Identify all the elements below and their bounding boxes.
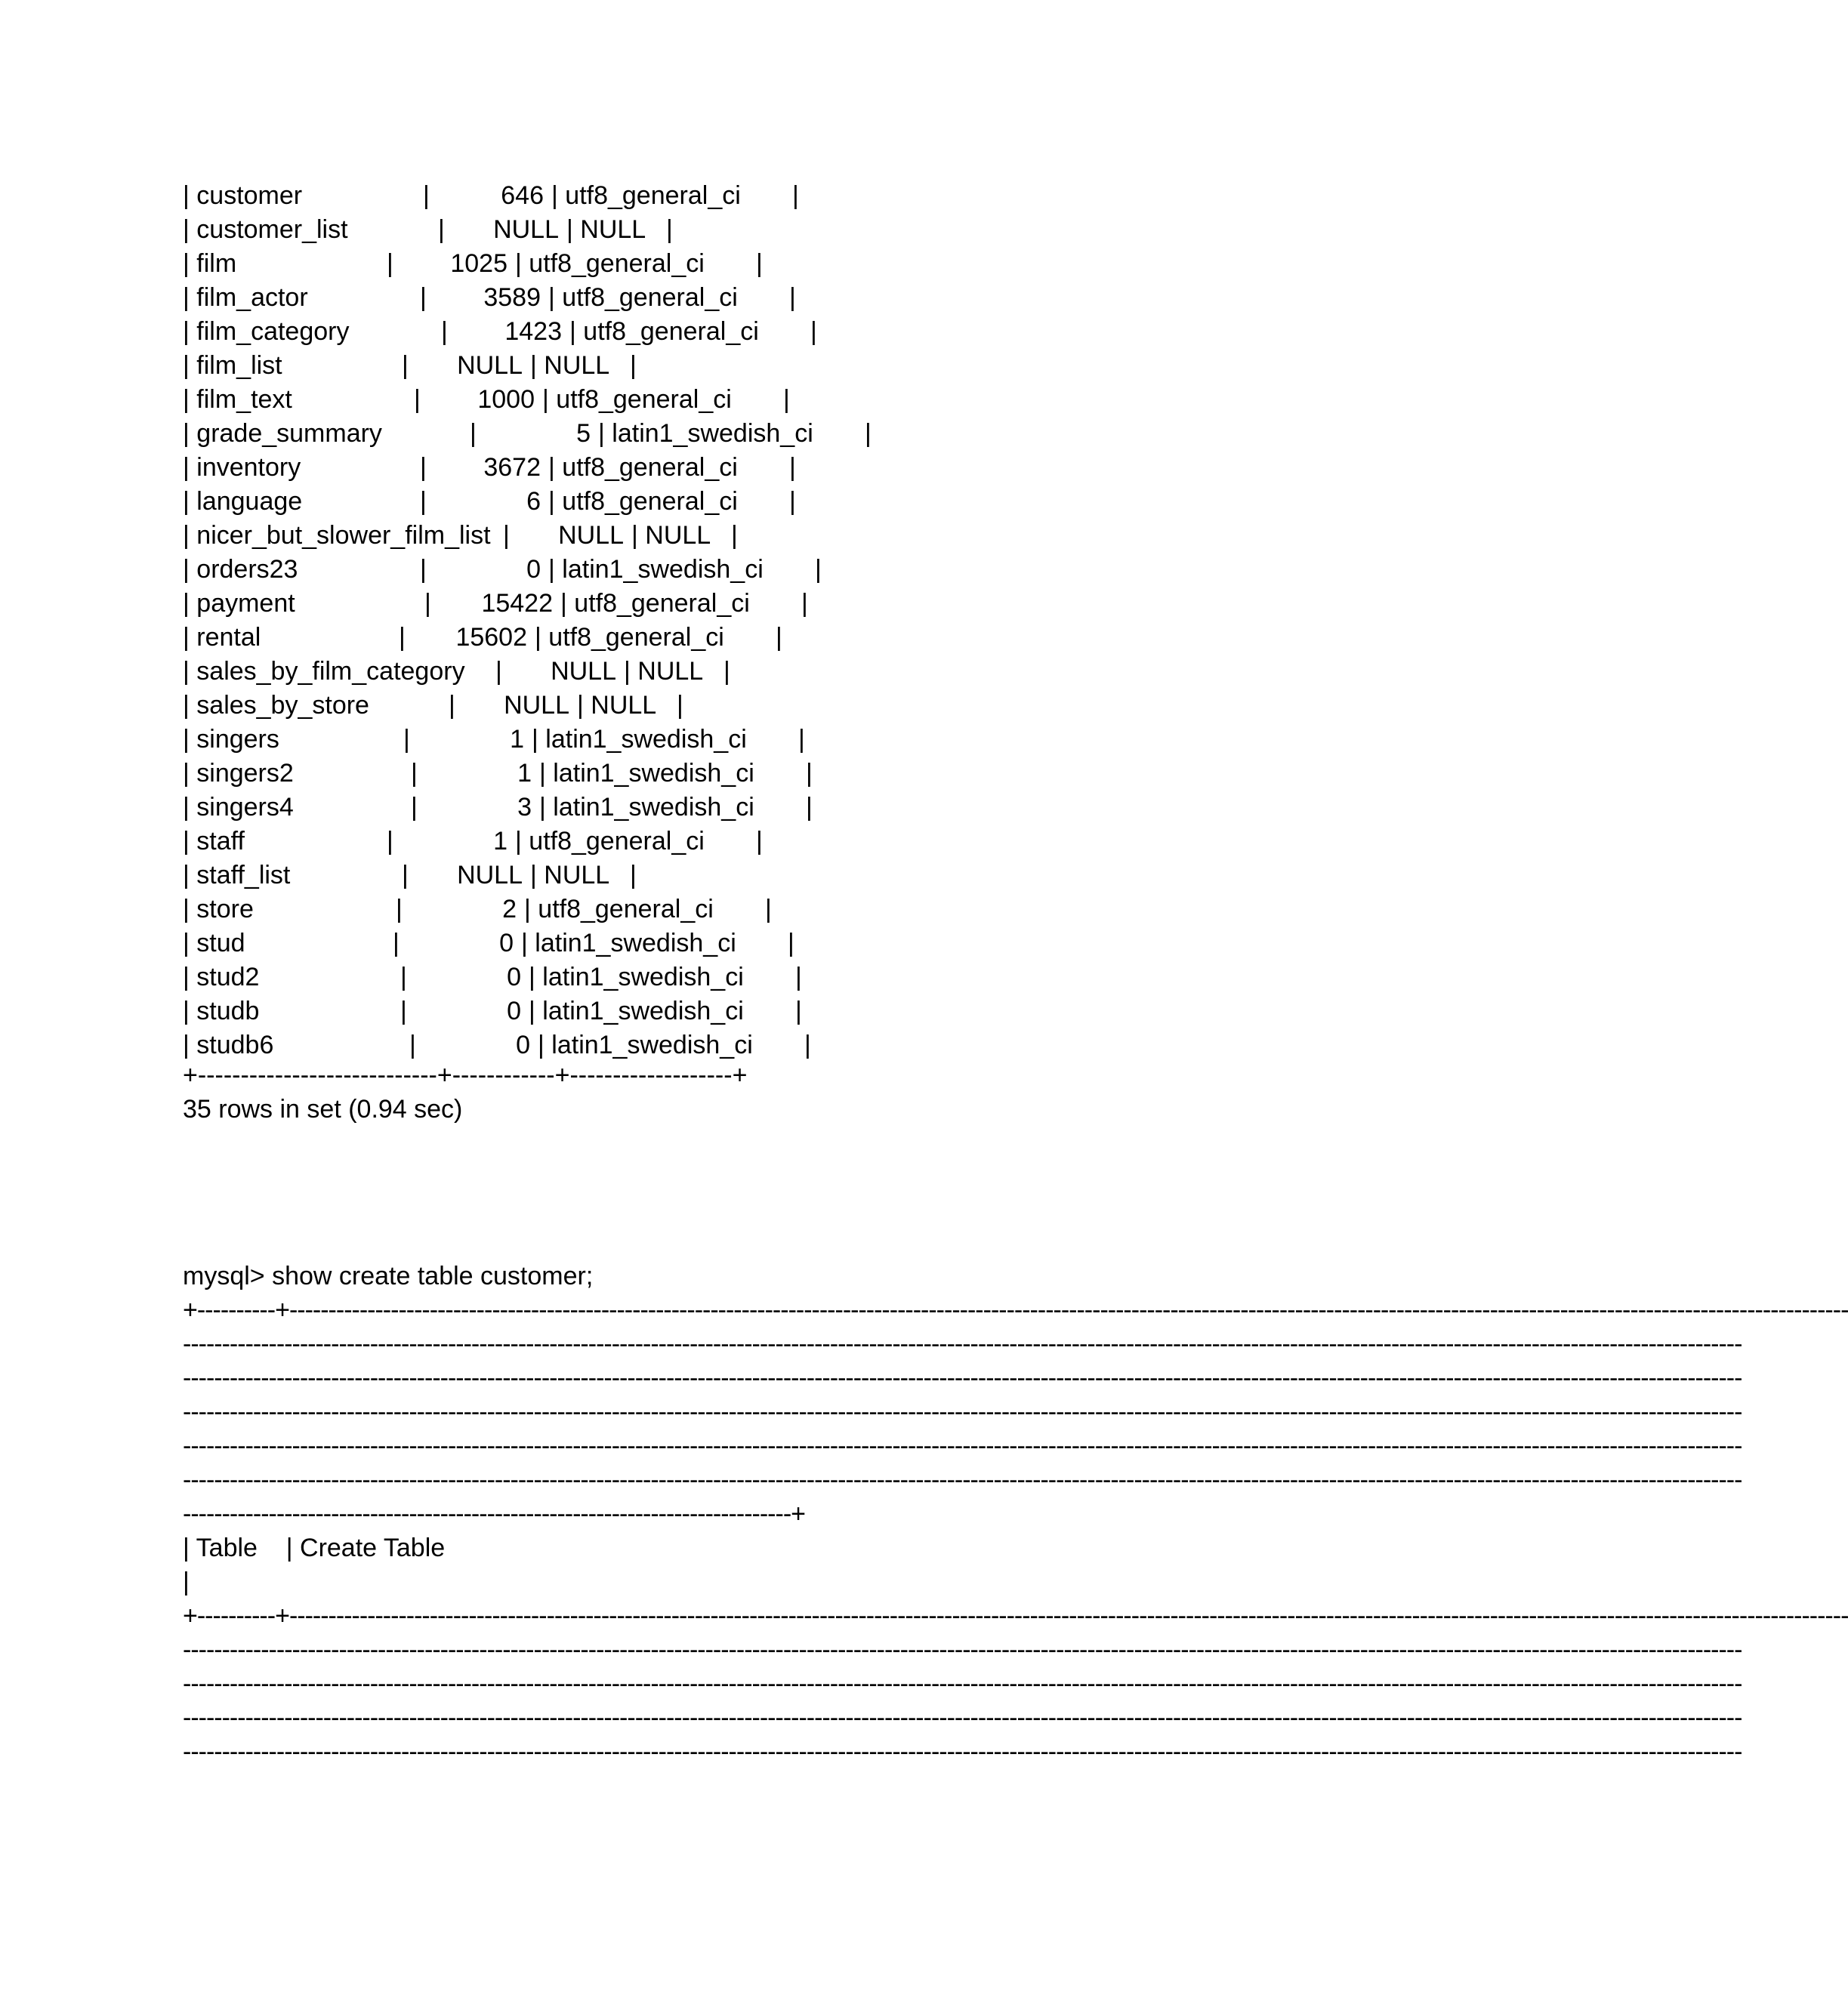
row-end-pipe: | — [810, 317, 817, 346]
column-separator: | — [495, 657, 502, 686]
row-end-pipe: | — [776, 623, 782, 652]
row-end-pipe: | — [788, 929, 794, 957]
row-end-pipe: | — [798, 725, 805, 754]
row-count-cell: NULL — [504, 691, 569, 720]
row-count-cell: 3 — [517, 793, 532, 822]
table-row — [0, 213, 1547, 247]
row-count-cell: 1 — [517, 759, 532, 788]
row-count-cell: 0 — [507, 963, 521, 991]
column-separator: | — [420, 487, 427, 516]
row-end-pipe: | — [792, 181, 799, 210]
collation-cell: | latin1_swedish_ci — [539, 793, 754, 822]
collation-cell: | utf8_general_ci — [515, 827, 705, 856]
column-separator: | — [403, 725, 410, 754]
table-row — [0, 451, 1547, 485]
table-row — [0, 383, 1547, 417]
table-name-cell: | studb — [183, 997, 260, 1025]
separator-line — [183, 1599, 1848, 1633]
separator-line: -------------------------------------------------------------------------------------------------------------------------------------------------------------------------------------------------------- — [183, 1364, 1742, 1392]
row-count-cell: 0 — [499, 929, 514, 957]
collation-cell: | utf8_general_ci — [569, 317, 759, 346]
collation-cell: | NULL — [624, 657, 704, 686]
column-separator: | — [438, 215, 445, 244]
table-name-cell: | film — [183, 249, 237, 278]
row-count-cell: 15602 — [455, 623, 527, 652]
collation-cell: | utf8_general_ci — [535, 623, 724, 652]
table-name-cell: | film_list — [183, 351, 282, 380]
table-row — [0, 723, 1547, 757]
separator-line: -------------------------------------------------------------------------------------------------------------------------------------------------------------------------------------------------------- — [183, 1398, 1742, 1426]
row-count-cell: NULL — [551, 657, 616, 686]
column-separator: | — [399, 623, 406, 652]
column-separator: | — [414, 385, 421, 414]
table-row — [0, 349, 1547, 383]
row-end-pipe: | — [783, 385, 790, 414]
row-count-cell: 1 — [510, 725, 524, 754]
row-count-cell: 1 — [493, 827, 508, 856]
collation-cell: | NULL — [530, 861, 610, 890]
table-name-cell: | payment — [183, 589, 295, 618]
table-name-cell: | film_text — [183, 385, 292, 414]
column-separator: | — [402, 861, 409, 890]
column-separator: | — [402, 351, 409, 380]
row-end-pipe: | — [865, 419, 872, 448]
collation-cell: | NULL — [631, 521, 711, 550]
table-name-cell: | stud — [183, 929, 245, 957]
collation-cell: | latin1_swedish_ci — [598, 419, 813, 448]
collation-cell: | utf8_general_ci — [551, 181, 741, 210]
row-end-pipe: | — [666, 215, 673, 244]
table-row — [0, 315, 1547, 349]
column-separator: | — [400, 963, 407, 991]
collation-cell: | NULL — [566, 215, 646, 244]
column-separator: | — [411, 759, 418, 788]
collation-cell: | utf8_general_ci — [560, 589, 750, 618]
column-separator: | — [423, 181, 430, 210]
column-separator: | — [411, 793, 418, 822]
row-end-pipe: | — [801, 589, 808, 618]
table-row — [0, 927, 1547, 960]
table-name-cell: | orders23 — [183, 555, 298, 584]
separator-line: -------------------------------------------------------------------------------------------------------------------------------------------------------------------------------------------------------- — [183, 1330, 1742, 1358]
row-count-cell: 646 — [501, 181, 544, 210]
row-end-pipe: | — [804, 1031, 811, 1059]
table-row — [0, 247, 1547, 281]
row-end-pipe: | — [806, 793, 813, 822]
collation-cell: | latin1_swedish_ci — [529, 997, 744, 1025]
column-separator: | — [420, 555, 427, 584]
table-header-pipe: | — [183, 1568, 190, 1596]
separator-start: +----------+ — [183, 1296, 289, 1324]
table-row — [0, 791, 1547, 825]
table-name-cell: | staff_list — [183, 861, 291, 890]
collation-cell: | latin1_swedish_ci — [538, 1031, 753, 1059]
column-separator: | — [441, 317, 448, 346]
row-end-pipe: | — [756, 249, 763, 278]
table-row — [0, 960, 1547, 994]
separator-line: -------------------------------------------------------------------------------------------------------------------------------------------------------------------------------------------------------- — [183, 1737, 1742, 1766]
table-name-cell: | sales_by_film_category — [183, 657, 465, 686]
table-row — [0, 519, 1547, 553]
table-name-cell: | singers — [183, 725, 279, 754]
row-count-cell: NULL — [493, 215, 559, 244]
separator-line — [183, 1293, 1848, 1327]
table-name-cell: | singers4 — [183, 793, 294, 822]
row-count-cell: 5 — [576, 419, 591, 448]
separator-line: -------------------------------------------------------------------------------------------------------------------------------------------------------------------------------------------------------- — [183, 1432, 1742, 1460]
table-row — [0, 893, 1547, 927]
collation-cell: | utf8_general_ci — [548, 487, 738, 516]
column-separator: | — [449, 691, 455, 720]
column-separator: | — [420, 283, 427, 312]
collation-cell: | utf8_general_ci — [548, 283, 738, 312]
table-row — [0, 994, 1547, 1028]
column-separator: | — [387, 249, 393, 278]
row-end-pipe: | — [789, 487, 796, 516]
separator-line: -------------------------------------------------------------------------------------------------------------------------------------------------------------------------------------------------------- — [183, 1703, 1742, 1732]
row-count-cell: 1000 — [477, 385, 535, 414]
table-name-cell: | customer_list — [183, 215, 348, 244]
row-count-cell: NULL — [558, 521, 624, 550]
dash-fill: ------------------------------------------------------------------------------ — [183, 1500, 791, 1528]
row-count-cell: 1423 — [504, 317, 562, 346]
row-end-pipe: | — [806, 759, 813, 788]
table-row — [0, 859, 1547, 893]
row-count-cell: 0 — [507, 997, 521, 1025]
row-end-pipe: | — [630, 861, 637, 890]
column-separator: | — [503, 521, 510, 550]
table-name-cell: | inventory — [183, 453, 301, 482]
table-row — [0, 757, 1547, 791]
table-row — [0, 825, 1547, 859]
table-row — [0, 417, 1547, 451]
separator-line: -------------------------------------------------------------------------------------------------------------------------------------------------------------------------------------------------------- — [183, 1636, 1742, 1664]
row-end-pipe: | — [815, 555, 822, 584]
table-row — [0, 553, 1547, 587]
dash-fill: -------------------------------------------------------------------------------------------------------------------------------------------------------------------------------------------------------- — [288, 1602, 1848, 1630]
row-end-pipe: | — [731, 521, 738, 550]
collation-cell: | utf8_general_ci — [548, 453, 738, 482]
row-end-pipe: | — [789, 453, 796, 482]
mysql-command: mysql> show create table customer; — [183, 1262, 594, 1290]
separator-end: + — [791, 1500, 805, 1528]
table-name-cell: | store — [183, 895, 254, 923]
table-row — [0, 655, 1547, 689]
collation-cell: | latin1_swedish_ci — [539, 759, 754, 788]
row-count-cell: 2 — [502, 895, 517, 923]
collation-cell: | latin1_swedish_ci — [532, 725, 747, 754]
table-name-cell: | staff — [183, 827, 245, 856]
table-name-cell: | language — [183, 487, 303, 516]
table-bottom-border: +----------------------------+------------+-------------------+ — [183, 1061, 748, 1090]
row-count-cell: 0 — [516, 1031, 530, 1059]
row-count-cell: 0 — [526, 555, 541, 584]
collation-cell: | latin1_swedish_ci — [529, 963, 744, 991]
column-separator: | — [400, 997, 407, 1025]
row-end-pipe: | — [677, 691, 683, 720]
dash-fill: -------------------------------------------------------------------------------------------------------------------------------------------------------------------------------------------------------- — [288, 1296, 1848, 1324]
row-end-pipe: | — [630, 351, 637, 380]
row-end-pipe: | — [795, 963, 802, 991]
collation-cell: | NULL — [530, 351, 610, 380]
table-name-cell: | film_actor — [183, 283, 308, 312]
table-name-cell: | rental — [183, 623, 261, 652]
collation-cell: | utf8_general_ci — [515, 249, 705, 278]
column-separator: | — [470, 419, 477, 448]
collation-cell: | utf8_general_ci — [524, 895, 714, 923]
table-name-cell: | customer — [183, 181, 303, 210]
table-name-cell: | film_category — [183, 317, 350, 346]
column-separator: | — [393, 929, 400, 957]
row-end-pipe: | — [756, 827, 763, 856]
column-separator: | — [420, 453, 427, 482]
separator-line: -------------------------------------------------------------------------------------------------------------------------------------------------------------------------------------------------------- — [183, 1466, 1742, 1494]
table-row — [0, 689, 1547, 723]
table-row — [0, 179, 1547, 213]
column-separator: | — [424, 589, 431, 618]
rows-summary: 35 rows in set (0.94 sec) — [183, 1095, 463, 1124]
table-name-cell: | nicer_but_slower_film_list — [183, 521, 491, 550]
row-end-pipe: | — [723, 657, 730, 686]
column-separator: | — [409, 1031, 416, 1059]
row-count-cell: 15422 — [481, 589, 553, 618]
table-row — [0, 281, 1547, 315]
table-name-cell: | stud2 — [183, 963, 260, 991]
table-row — [0, 587, 1547, 621]
separator-line-end — [183, 1497, 805, 1531]
column-separator: | — [396, 895, 403, 923]
separator-start: +----------+ — [183, 1602, 289, 1630]
table-header-cells: | Table | Create Table — [183, 1534, 446, 1562]
column-separator: | — [387, 827, 393, 856]
table-row — [0, 485, 1547, 519]
table-name-cell: | sales_by_store — [183, 691, 369, 720]
collation-cell: | latin1_swedish_ci — [521, 929, 736, 957]
row-count-cell: NULL — [457, 351, 523, 380]
collation-cell: | NULL — [577, 691, 657, 720]
row-end-pipe: | — [795, 997, 802, 1025]
row-count-cell: NULL — [457, 861, 523, 890]
row-end-pipe: | — [789, 283, 796, 312]
table-row — [0, 621, 1547, 655]
table-name-cell: | grade_summary — [183, 419, 382, 448]
table-name-cell: | studb6 — [183, 1031, 274, 1059]
row-end-pipe: | — [765, 895, 772, 923]
row-count-cell: 1025 — [450, 249, 508, 278]
collation-cell: | utf8_general_ci — [542, 385, 732, 414]
table-name-cell: | singers2 — [183, 759, 294, 788]
table-row — [0, 1028, 1547, 1062]
collation-cell: | latin1_swedish_ci — [548, 555, 764, 584]
row-count-cell: 3589 — [483, 283, 541, 312]
separator-line: -------------------------------------------------------------------------------------------------------------------------------------------------------------------------------------------------------- — [183, 1670, 1742, 1698]
row-count-cell: 6 — [526, 487, 541, 516]
row-count-cell: 3672 — [483, 453, 541, 482]
